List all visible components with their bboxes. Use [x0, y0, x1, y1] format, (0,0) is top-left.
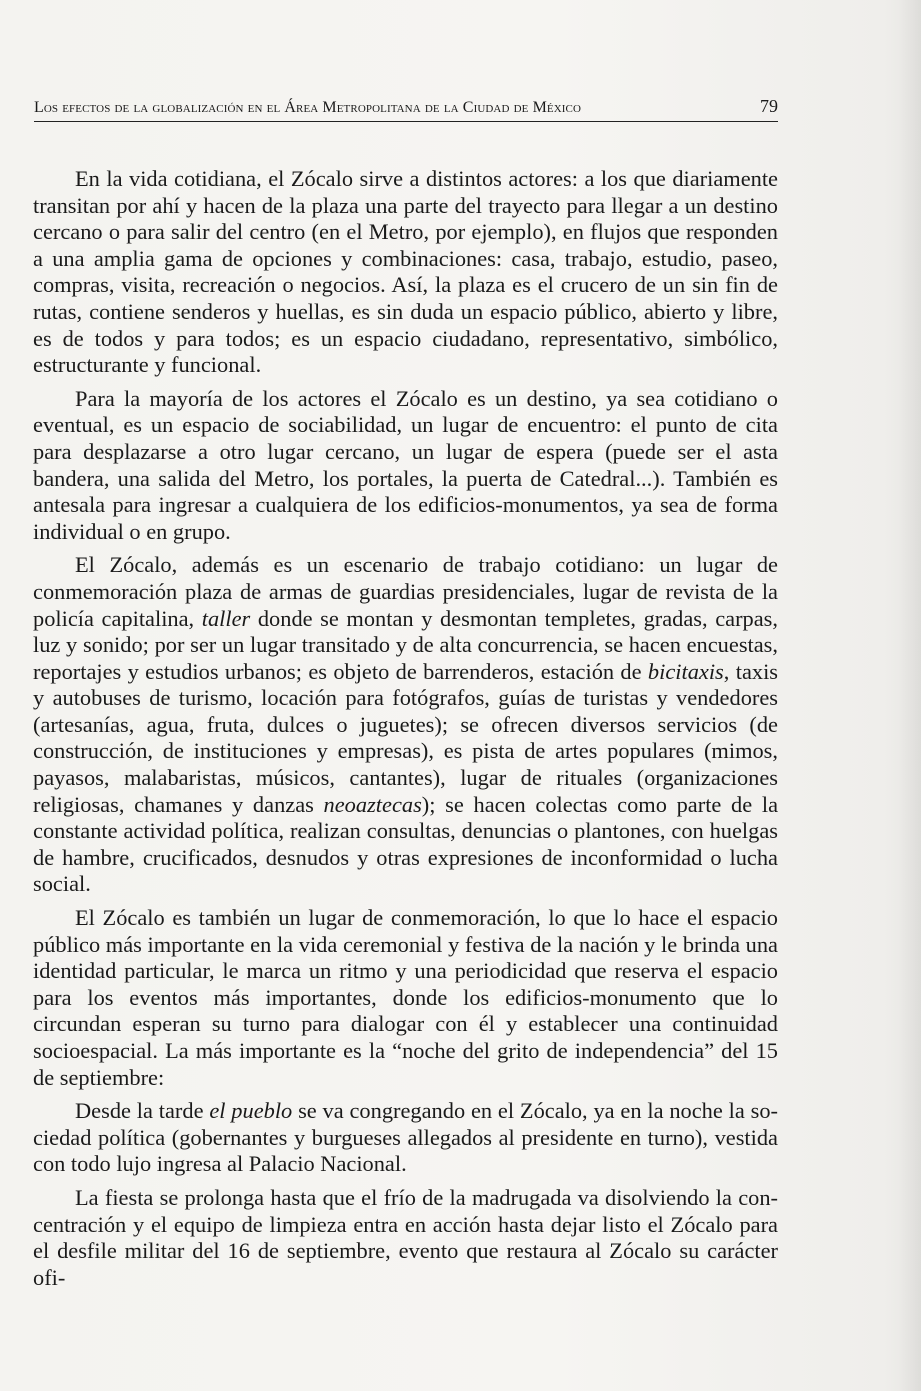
paragraph-text: El Zócalo es también un lugar de conmemoración, lo que lo hace el espacio público más importante en la vida ceremonial y festiva de la nación y le brinda una identidad particular, le marca un ritmo y una periodicidad que reserva el espacio para los eventos más importantes, donde los edificios-monumento que lo circundan esperan su turno para dialogar con él y establecer una continuidad socioespacial. La más importante es la “noche del grito de independencia” del 15 de septiembre:: [33, 905, 778, 1090]
italic-term: el pueblo: [209, 1098, 293, 1124]
paragraph-text: La fiesta se prolonga hasta que el frío de la madrugada va disolviendo la concentración y el equipo de limpieza entra en acción hasta dejar listo el Zócalo para el desfile militar del 16 de septiembre, evento que restaura al Zócalo su carácter ofi-: [33, 1184, 778, 1290]
paragraph-text: ); se hacen colectas como parte de la constante actividad política, realizan consultas, denuncias o plantones, con huelgas de hambre, crucificados, desnudos y otras expresiones de inconformidad o lucha social.: [33, 791, 779, 897]
italic-term: taller: [201, 605, 251, 631]
page-gutter-shadow: [899, 0, 921, 1391]
paragraph-work-stage: [33, 552, 778, 898]
paragraph-fiesta: [33, 1185, 778, 1291]
italic-term: neoaztecas: [323, 791, 422, 817]
paragraph-commemoration: [33, 905, 778, 1091]
italic-term: bicitaxis: [647, 658, 724, 684]
paragraph-text: Desde la tarde: [75, 1098, 210, 1124]
body-text: [33, 166, 778, 1298]
paragraph-text: Para la mayoría de los actores el Zócalo es un destino, ya sea cotidiano o eventual, es un espacio de sociabilidad, un lugar de encuentro: el punto de cita para desplazarse a otro lugar cercano, un lugar de espera (puede ser el asta bandera, una salida del Metro, los portales, la puerta de Catedral...). También es antesala para ingresar a cualquiera de los edificios-monumentos, ya sea de forma individual o en grupo.: [33, 385, 778, 544]
running-title: Los efectos de la globalización en el Área Metropolitana de la Ciudad de México: [34, 99, 582, 116]
running-header: [34, 96, 778, 122]
paragraph-text: En la vida cotidiana, el Zócalo sirve a distintos actores: a los que diariamente transitan por ahí y hacen de la plaza una parte del trayecto para llegar a un destino cercano o para salir del centro (en el Metro, por ejemplo), en flujos que responden a una amplia gama de opciones y combinaciones: casa, trabajo, estudio, paseo, compras, visita, recreación o negocios. Así, la plaza es el crucero de un sin fin de rutas, contiene senderos y huellas, es sin duda un espacio público, abierto y libre, es de todos y para todos; es un espacio ciudadano, representativo, simbólico, estructurante y funcional.: [33, 166, 778, 378]
paragraph-text: El Zócalo, además es un escenario de trabajo cotidiano: un lugar de conmemoración plaza de armas de guardias presidenciales, lugar de revista de la policía capitalina,: [33, 552, 778, 631]
paragraph-text: se va congregando en el Zócalo, ya en la noche la sociedad política (gobernantes y burgueses allegados al presidente en turno), vestida con todo lujo ingresa al Palacio Nacional.: [33, 1098, 778, 1177]
page-number: 79: [760, 96, 778, 116]
paragraph-quote-pueblo: [33, 1098, 778, 1178]
paragraph-text: , taxis y autobuses de turismo, locación para fotógrafos, guías de turistas y vendedores (artesanías, agua, fruta, dulces o juguetes); se ofrecen diversos servicios (de construcción, de instituciones y empresas), es pista de artes populares (mimos, payasos, malabaristas, músicos, cantantes), lugar de rituales (organizaciones religiosas, chamanes y danzas: [33, 658, 779, 817]
paragraph-destination: [33, 386, 778, 546]
paragraph-daily-life: [33, 166, 778, 379]
paragraph-text: donde se montan y desmontan templetes, gradas, carpas, luz y sonido; por ser un lugar transitado y de alta concurrencia, se hacen encuestas, reportajes y estudios urbanos; es objeto de barrenderos, estación de: [33, 605, 778, 684]
